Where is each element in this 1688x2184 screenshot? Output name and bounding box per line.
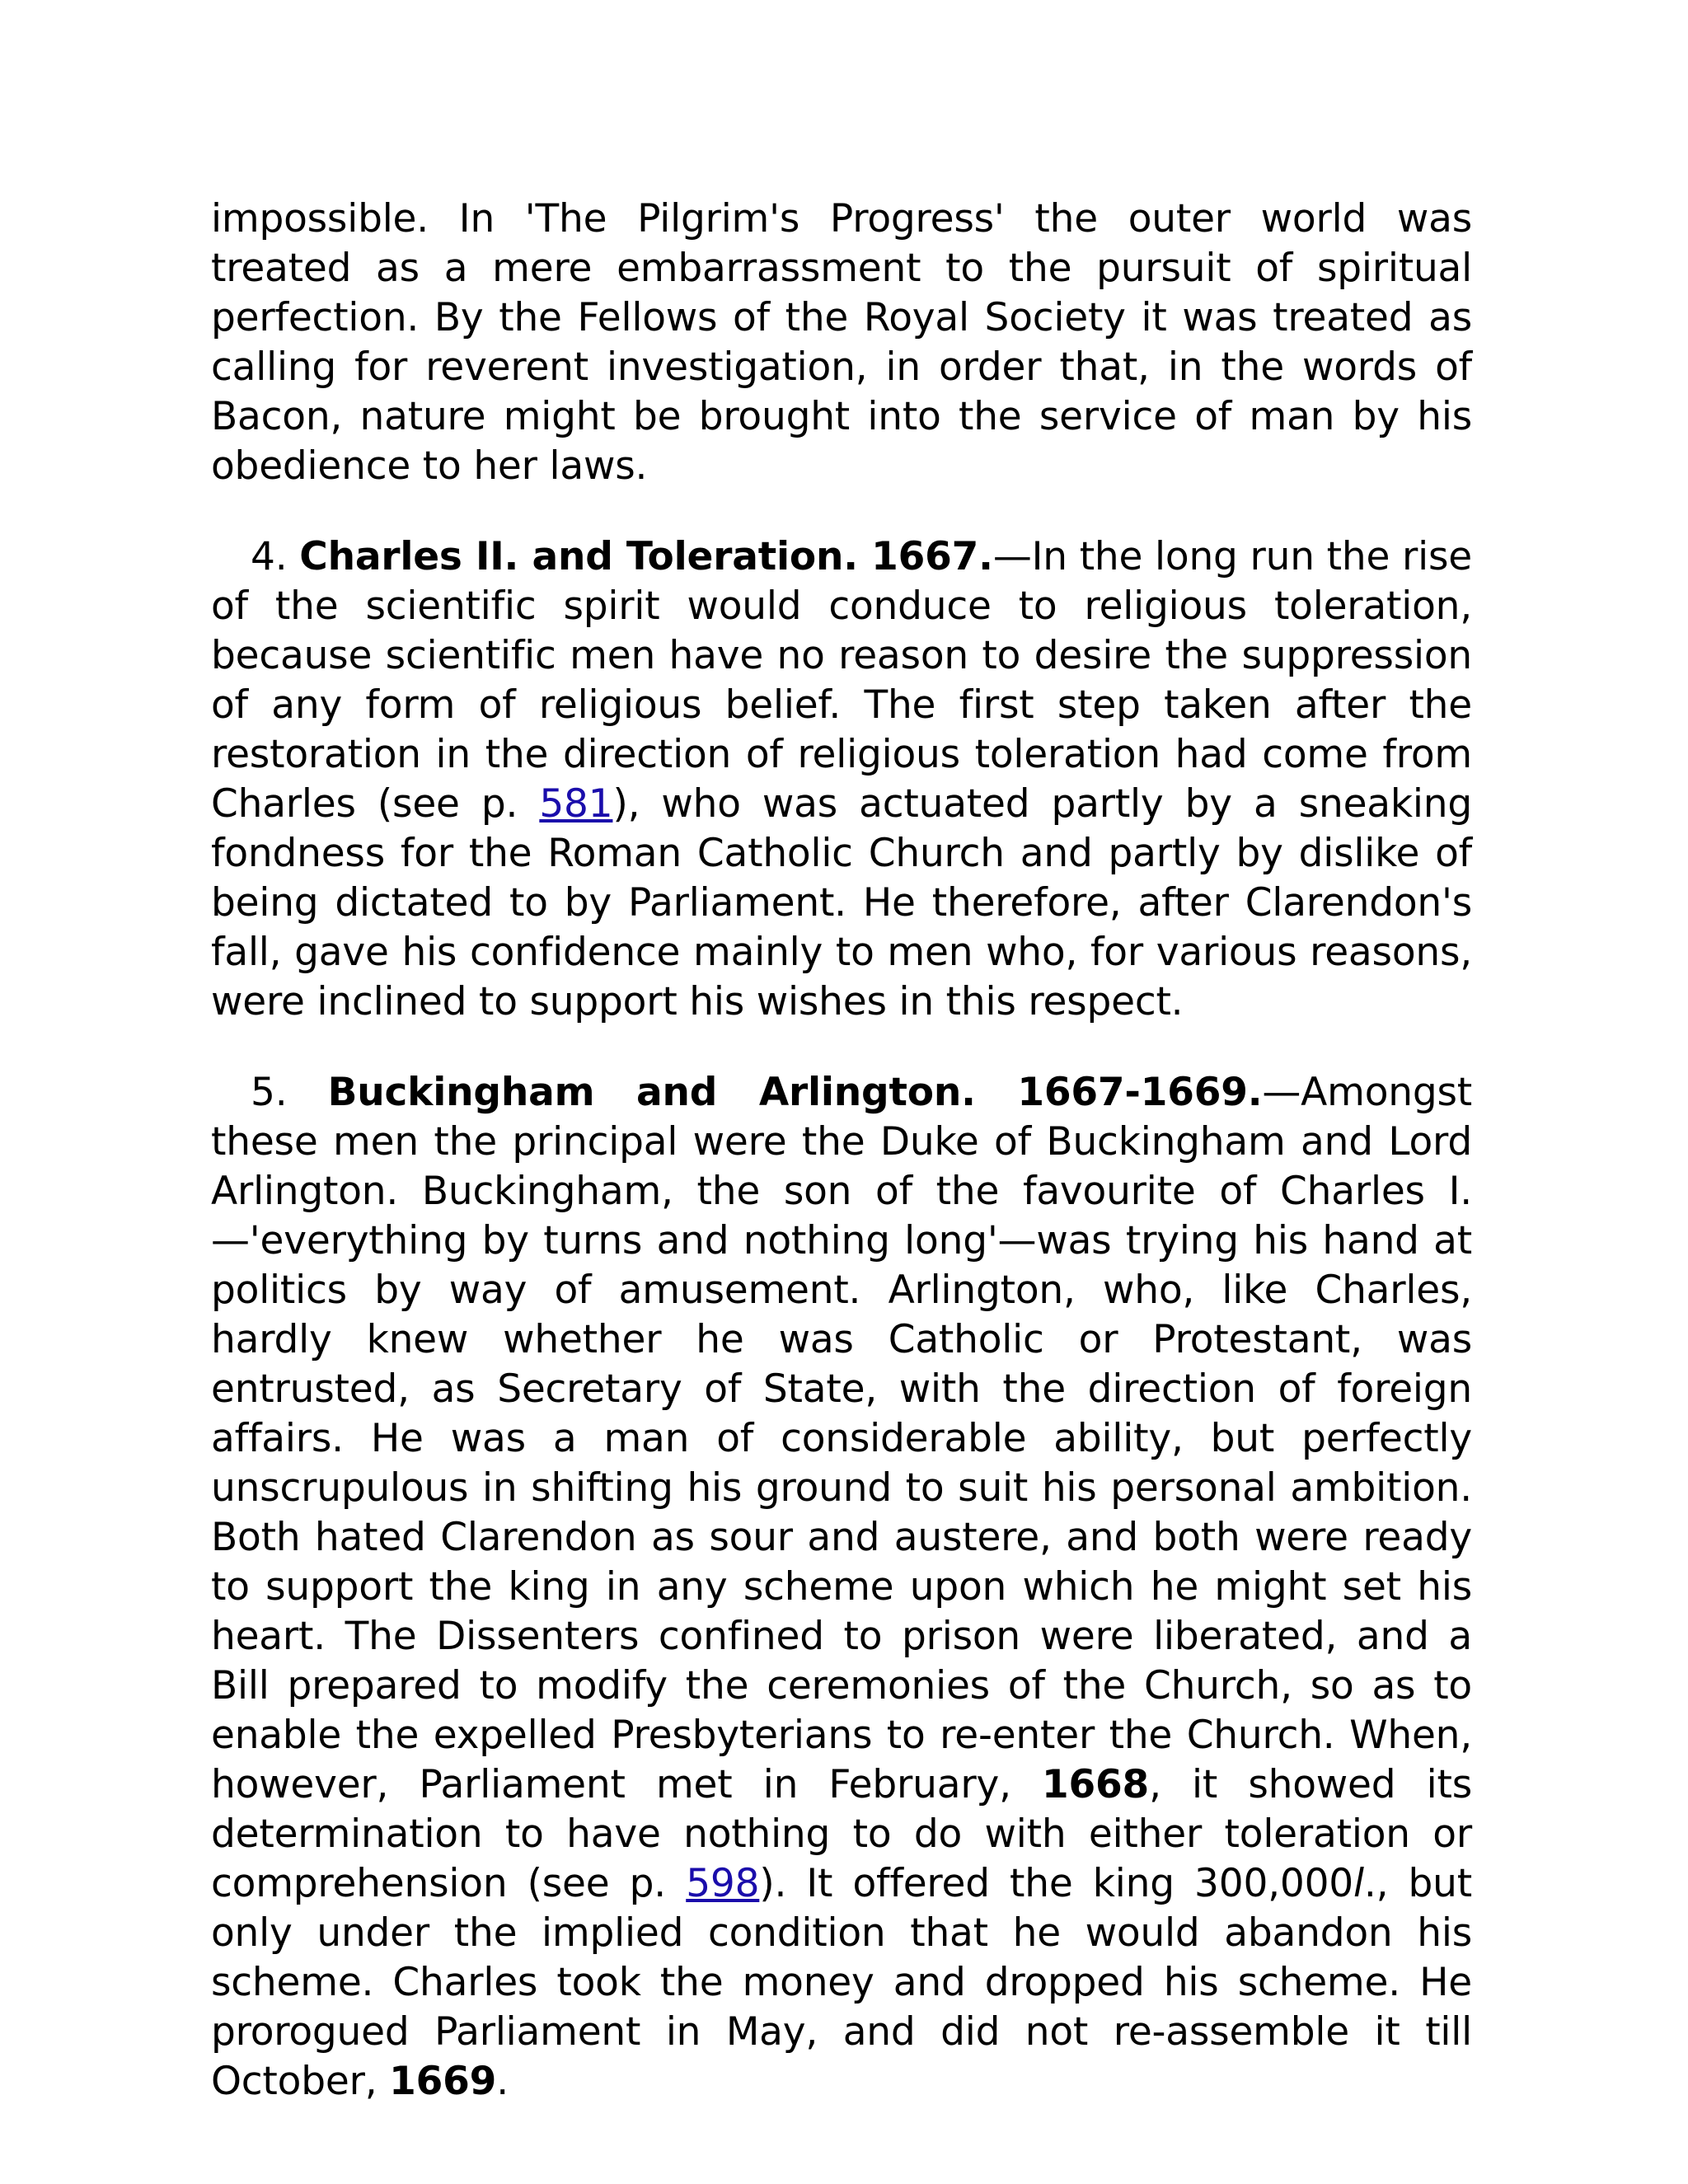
section-4-paragraph (211, 532, 1472, 1027)
pound-symbol: l (1353, 1861, 1364, 1906)
section-5-heading: Buckingham and Arlington. 1667-1669. (327, 1070, 1263, 1115)
section-4-text-before-link: —In the long run the rise of the scientific spirit would conduce to religious toleration, because scientific men have no reason to desire the suppression of any form of religious belief. The first step taken after the restoration in the direction of religious toleration had come from Charles (see p. (211, 534, 1472, 827)
year-1669: 1669 (389, 2059, 497, 2104)
page-link-598[interactable]: 598 (686, 1861, 760, 1906)
section-5-text-1: —Amongst these men the principal were the Duke of Buckingham and Lord Arlington. Buckingham, the son of the favourite of Charles I.—'everything by turns and nothing long'—was trying his hand at politics by way of amusement. Arlington, who, like Charles, hardly knew whether he was Catholic or Protestant, was entrusted, as Secretary of State, with the direction of foreign affairs. He was a man of considerable ability, but perfectly unscrupulous in shifting his ground to suit his personal ambition. Both hated Clarendon as sour and austere, and both were ready to support the king in any scheme upon which he might set his heart. The Dissenters confined to prison were liberated, and a Bill prepared to modify the ceremonies of the Church, so as to enable the expelled Presbyterians to re-enter the Church. When, however, Parliament met in February, (211, 1070, 1472, 1807)
year-1668: 1668 (1042, 1762, 1150, 1807)
section-5-number: 5. (251, 1070, 288, 1115)
section-4-heading: Charles II. and Toleration. 1667. (299, 534, 993, 579)
section-5-text-4: ., but only under the implied condition that he would abandon his scheme. Charles took the money and dropped his scheme. He prorogued Parliament in May, and did not re-assemble it till October, (211, 1861, 1472, 2104)
section-5-text-3: ). It offered the king 300,000 (759, 1861, 1354, 1906)
paragraph-intro-text: impossible. In 'The Pilgrim's Progress' the outer world was treated as a mere embarrassment to the pursuit of spiritual perfection. By the Fellows of the Royal Society it was treated as calling for reverent investigation, in order that, in the words of Bacon, nature might be brought into the service of man by his obedience to her laws. (211, 196, 1472, 489)
section-4-number: 4. (251, 534, 288, 579)
document-page (211, 194, 1472, 2107)
paragraph-intro (211, 194, 1472, 491)
page-link-581[interactable]: 581 (539, 781, 613, 827)
section-5-paragraph (211, 1068, 1472, 2107)
section-4-text-after-link: ), who was actuated partly by a sneaking fondness for the Roman Catholic Church and partly by dislike of being dictated to by Parliament. He therefore, after Clarendon's fall, gave his confidence mainly to men who, for various reasons, were inclined to support his wishes in this respect. (211, 781, 1472, 1024)
section-5-text-5: . (496, 2059, 509, 2104)
section-5-text-2: , it showed its determination to have nothing to do with either toleration or comprehension (see p. (211, 1762, 1472, 1906)
